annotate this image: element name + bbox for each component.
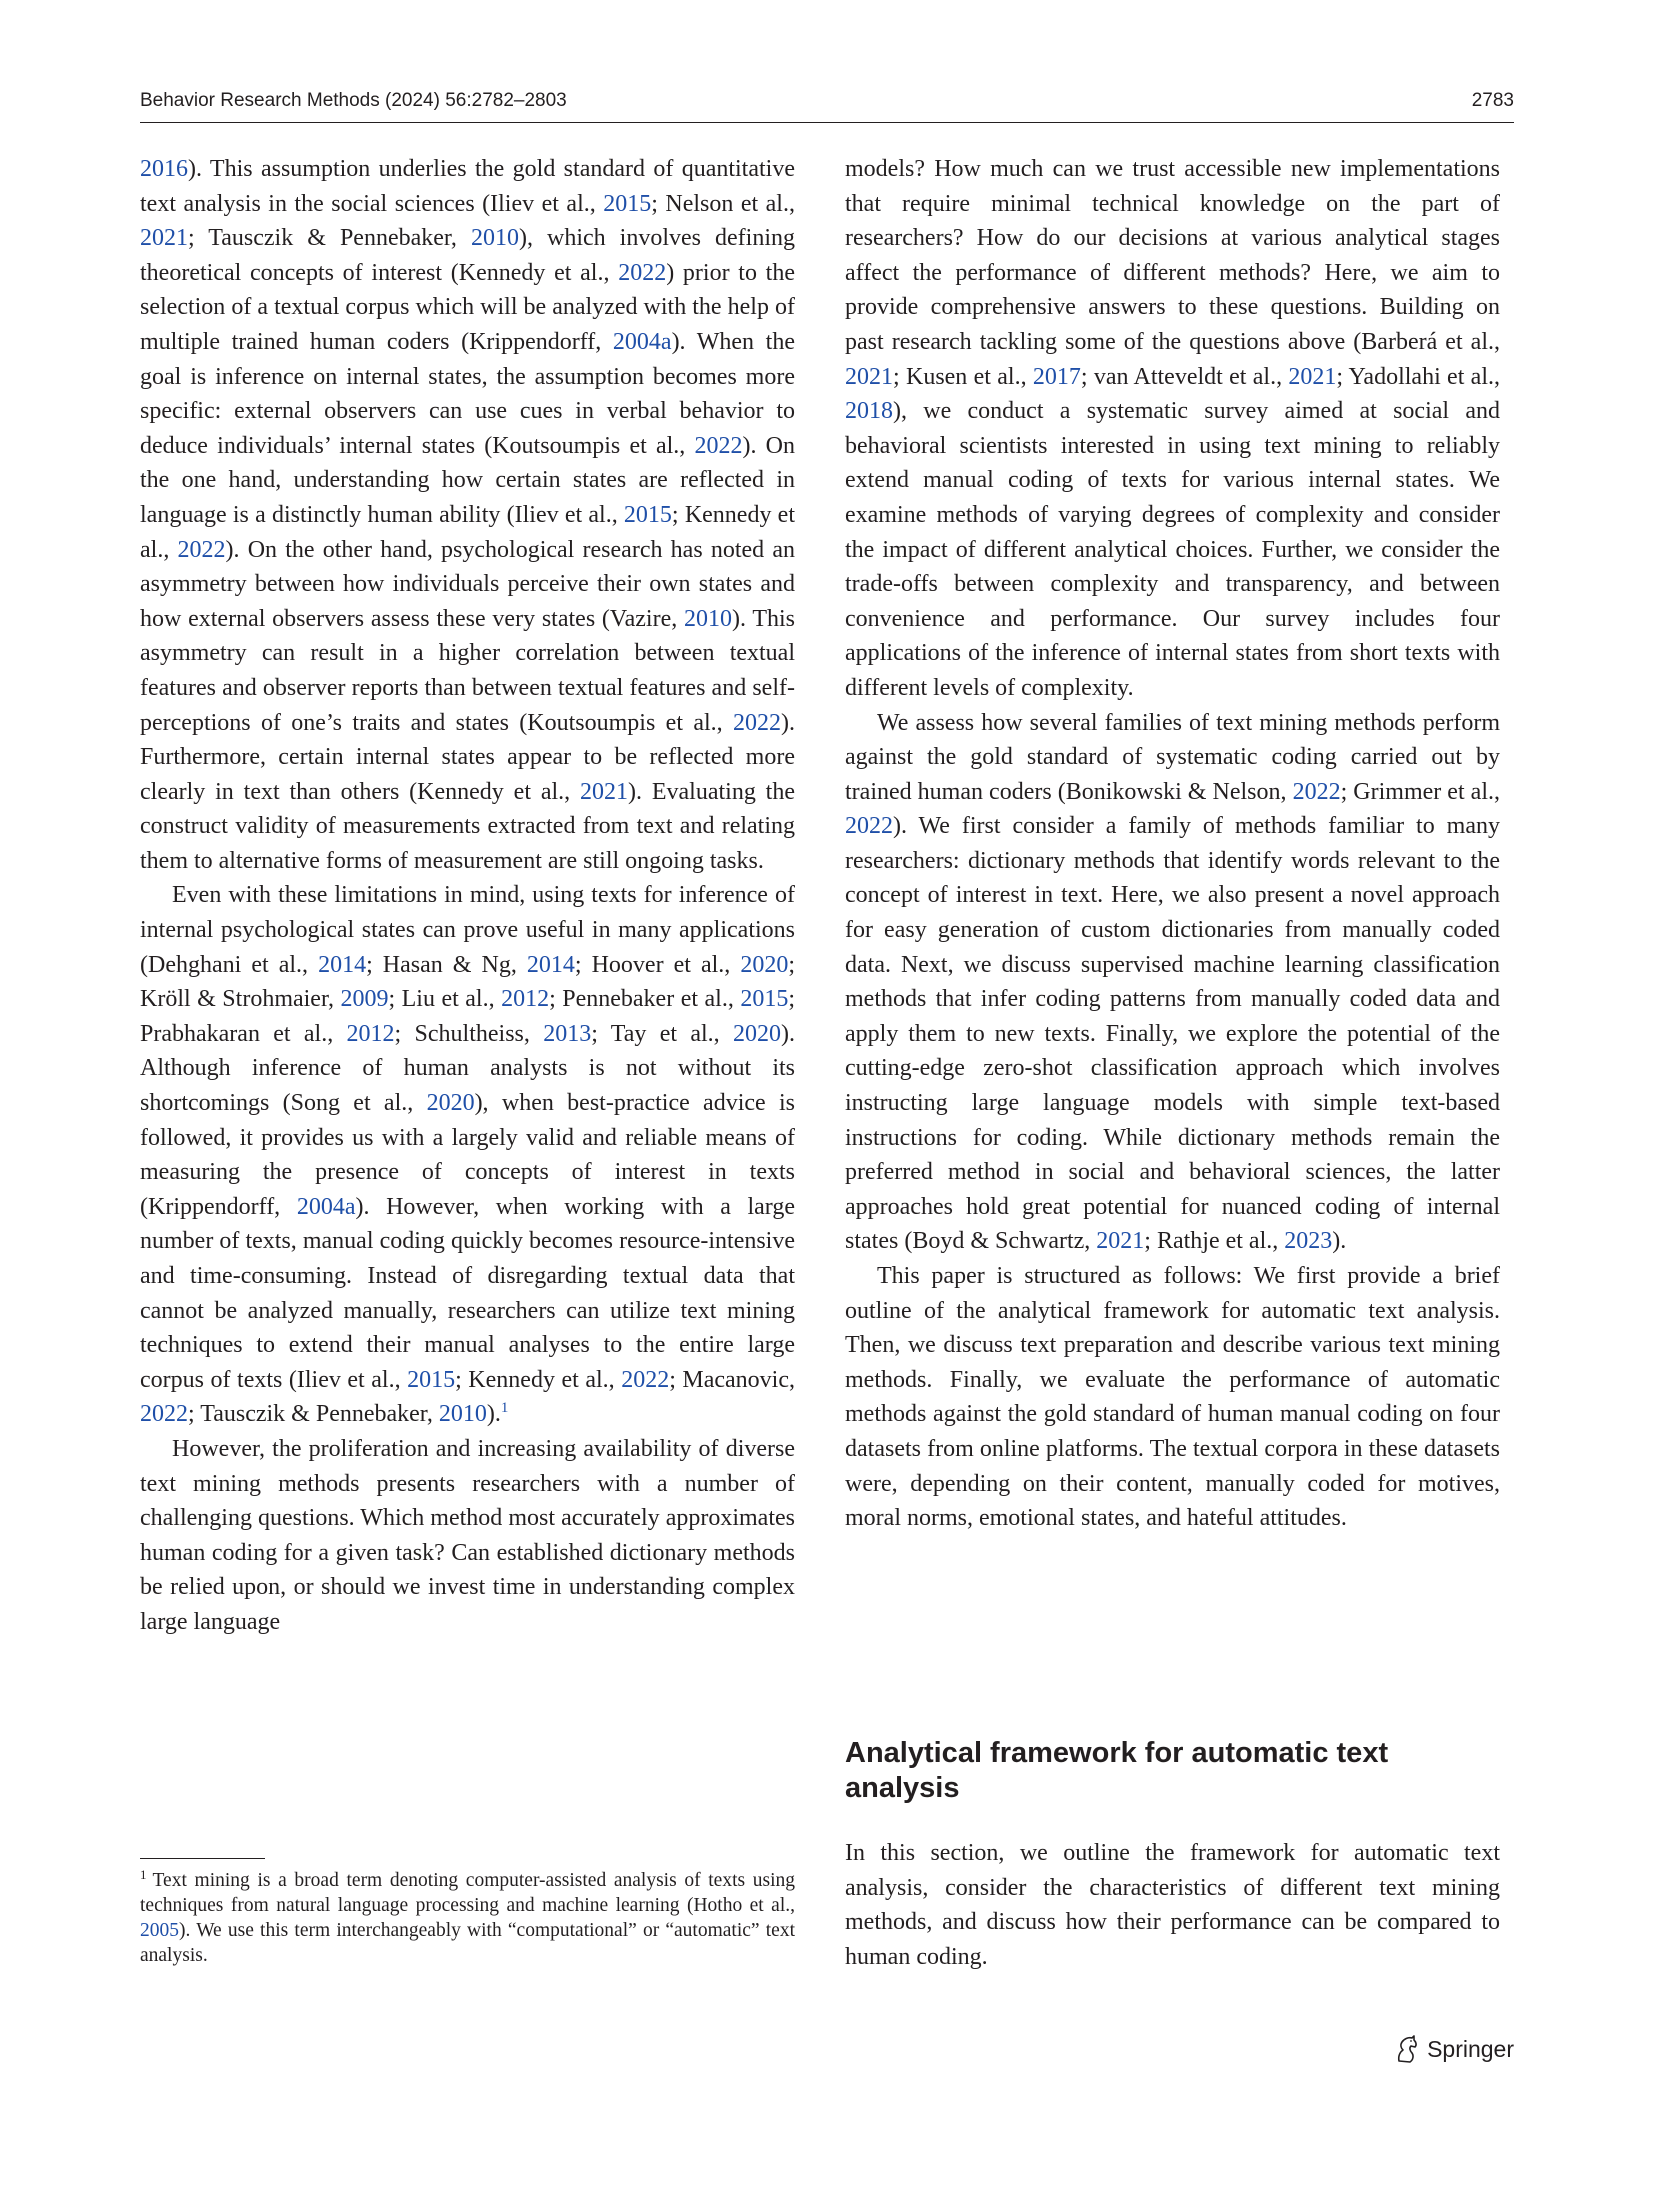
citation-year-link[interactable]: 2021 — [140, 225, 188, 252]
citation-year-link[interactable]: 2015 — [740, 986, 789, 1013]
footnote — [140, 1868, 795, 1968]
page-number: 2783 — [1471, 90, 1514, 111]
citation-year-link[interactable]: 2021 — [580, 778, 629, 805]
footnote-divider — [140, 1858, 265, 1859]
citation-year-link[interactable]: 2020 — [426, 1090, 475, 1117]
publisher-logo — [1393, 2032, 1514, 2066]
citation-year-link[interactable]: 2010 — [438, 1401, 487, 1428]
citation-year-link[interactable]: 2022 — [621, 1366, 670, 1393]
citation-year-link[interactable]: 2013 — [543, 1020, 592, 1047]
citation-year-link[interactable]: 2005 — [140, 1920, 179, 1941]
springer-horse-icon — [1393, 2034, 1419, 2064]
citation-year-link[interactable]: 2009 — [340, 986, 389, 1013]
body-paragraph: Even with these limitations in mind, using texts for inference of internal psychological states can prove useful in many applications (Dehghani et al., 2014; Hasan & Ng, 2014; Hoover et al., 2020; Kröll & Strohmaier, 2009; Liu et al., 2012; Pennebaker et al., 2015; Prabhakaran et al., 2012; Schultheiss, 2013; Tay et al., 2020). Although inference of human analysts is not without its shortcomings (Song et al., 2020), when best-practice advice is followed, it provides us with a largely valid and reliable means of measuring the presence of concepts of interest in texts (Krippendorff, 2004a). However, when working with a large number of texts, manual coding quickly becomes resource-intensive and time-consuming. Instead of disregarding textual data that cannot be analyzed manually, researchers can utilize text mining techniques to extend their manual analyses to the entire large corpus of texts (Iliev et al., 2015; Kennedy et al., 2022; Macanovic, 2022; Tausczik & Pennebaker, 2010).$^1$ — [140, 882, 796, 1428]
journal-citation: Behavior Research Methods (2024) 56:2782–2803 — [140, 90, 567, 111]
citation-year-link[interactable]: 2020 — [733, 1020, 781, 1047]
citation-year-link[interactable]: 2014 — [318, 951, 367, 978]
footnote-reference[interactable]: 1 — [500, 1400, 509, 1417]
citation-year-link[interactable]: 2021 — [845, 363, 893, 390]
footnote-marker: 1 — [140, 1866, 147, 1882]
citation-year-link[interactable]: 2015 — [603, 190, 652, 217]
citation-year-link[interactable]: 2022 — [845, 813, 893, 840]
body-paragraph: We assess how several families of text mining methods perform against the gold standard of systematic coding carried out by trained human coders (Bonikowski & Nelson, 2022; Grimmer et al., 2022). We first consider a family of methods familiar to many researchers: dictionary methods that identify words relevant to the concept of interest in text. Here, we also present a novel approach for easy generation of custom dictionaries from manually coded data. Next, we discuss supervised machine learning classification methods that infer coding patterns from manually coded data and apply them to new texts. Finally, we explore the potential of the cutting-edge zero-shot classification approach which involves instructing large language models with simple text-based instructions for coding. While dictionary methods remain the preferred method in social and behavioral sciences, the latter approaches hold great potential for nuanced coding of internal states (Boyd & Schwartz, 2021; Rathje et al., 2023). — [845, 709, 1500, 1255]
citation-year-link[interactable]: 2010 — [470, 225, 519, 252]
body-paragraph: However, the proliferation and increasing availability of diverse text mining methods presents researchers with a number of challenging questions. Which method most accurately approximates human coding for a given task? Can established dictionary methods be relied upon, or should we invest time in understanding complex large language — [140, 1435, 795, 1635]
citation-year-link[interactable]: 2017 — [1032, 363, 1081, 390]
body-paragraph: models? How much can we trust accessible new implementations that require minimal technical knowledge on the part of researchers? How do our decisions at various analytical stages affect the performance of different methods? Here, we aim to provide comprehensive answers to these questions. Building on past research tackling some of the questions above (Barberá et al., 2021; Kusen et al., 2017; van Atteveldt et al., 2021; Yadollahi et al., 2018), we conduct a systematic survey aimed at social and behavioral scientists interested in using text mining to reliably extend manual coding of texts for various internal states. We examine methods of varying degrees of complexity and consider the impact of different analytical choices. Further, we consider the trade-offs between complexity and transparency, and between convenience and performance. Our survey includes four applications of the inference of internal states from short texts with different levels of complexity. — [845, 156, 1500, 701]
citation-year-link[interactable]: 2023 — [1284, 1228, 1333, 1255]
body-paragraph: In this section, we outline the framework for automatic text analysis, consider the characteristics of different text mining methods, and discuss how their performance can be compared to human coding. — [845, 1840, 1500, 1970]
citation-year-link[interactable]: 2021 — [1288, 363, 1337, 390]
citation-year-link[interactable]: 2021 — [1096, 1228, 1145, 1255]
citation-year-link[interactable]: 2014 — [526, 951, 575, 978]
citation-year-link[interactable]: 2022 — [1292, 778, 1341, 805]
citation-year-link[interactable]: 2020 — [740, 951, 789, 978]
citation-year-link[interactable]: 2016 — [140, 156, 188, 182]
citation-year-link[interactable]: 2022 — [177, 536, 226, 563]
citation-year-link[interactable]: 2010 — [684, 605, 732, 632]
right-column — [845, 152, 1500, 1536]
citation-year-link[interactable]: 2022 — [733, 709, 781, 736]
body-paragraph: This paper is structured as follows: We first provide a brief outline of the analytical framework for automatic text analysis. Then, we discuss text preparation and describe various text mining methods. Finally, we evaluate the performance of automatic methods against the gold standard of human manual coding on four datasets from online platforms. The textual corpora in these datasets were, depending on their content, manually coded for motives, moral norms, emotional states, and hateful attitudes. — [845, 1263, 1500, 1532]
citation-year-link[interactable]: 2004a — [612, 328, 672, 355]
citation-year-link[interactable]: 2015 — [623, 501, 672, 528]
citation-year-link[interactable]: 2018 — [845, 398, 893, 425]
footnote-text: Text mining is a broad term denoting computer-assisted analysis of texts using techniques from natural language processing and machine learning (Hotho et al., 2005). We use this term interchangeably with “computational” or “automatic” text analysis. — [140, 1870, 795, 1966]
running-head — [140, 90, 1514, 123]
publisher-name: Springer — [1427, 2035, 1514, 2062]
left-column — [140, 152, 795, 1822]
citation-year-link[interactable]: 2004a — [296, 1193, 356, 1220]
citation-year-link[interactable]: 2012 — [501, 986, 550, 1013]
citation-year-link[interactable]: 2022 — [694, 432, 743, 459]
citation-year-link[interactable]: 2015 — [407, 1366, 456, 1393]
citation-year-link[interactable]: 2022 — [140, 1401, 188, 1428]
citation-year-link[interactable]: 2022 — [618, 259, 667, 286]
body-paragraph: 2016). This assumption underlies the gold standard of quantitative text analysis in the social sciences (Iliev et al., 2015; Nelson et al., 2021; Tausczik & Pennebaker, 2010), which involves defining theoretical concepts of interest (Kennedy et al., 2022) prior to the selection of a textual corpus which will be analyzed with the help of multiple trained human coders (Krippendorff, 2004a). When the goal is inference on internal states, the assumption becomes more specific: external observers can use cues in verbal behavior to deduce individuals’ internal states (Koutsoumpis et al., 2022). On the one hand, understanding how certain states are reflected in language is a distinctly human ability (Iliev et al., 2015; Kennedy et al., 2022). On the other hand, psychological research has noted an asymmetry between how individuals perceive their own states and how external observers assess these very states (Vazire, 2010). This asymmetry can result in a higher correlation between textual features and observer reports than between textual features and self-perceptions of one’s traits and states (Koutsoumpis et al., 2022). Furthermore, certain internal states appear to be reflected more clearly in text than others (Kennedy et al., 2021). Evaluating the construct validity of measurements extracted from text and relating them to alternative forms of measurement are still ongoing tasks. — [140, 156, 796, 874]
citation-year-link[interactable]: 2012 — [346, 1020, 395, 1047]
section-heading: Analytical framework for automatic text analysis — [845, 1737, 1389, 1804]
section-intro — [845, 1836, 1500, 1974]
